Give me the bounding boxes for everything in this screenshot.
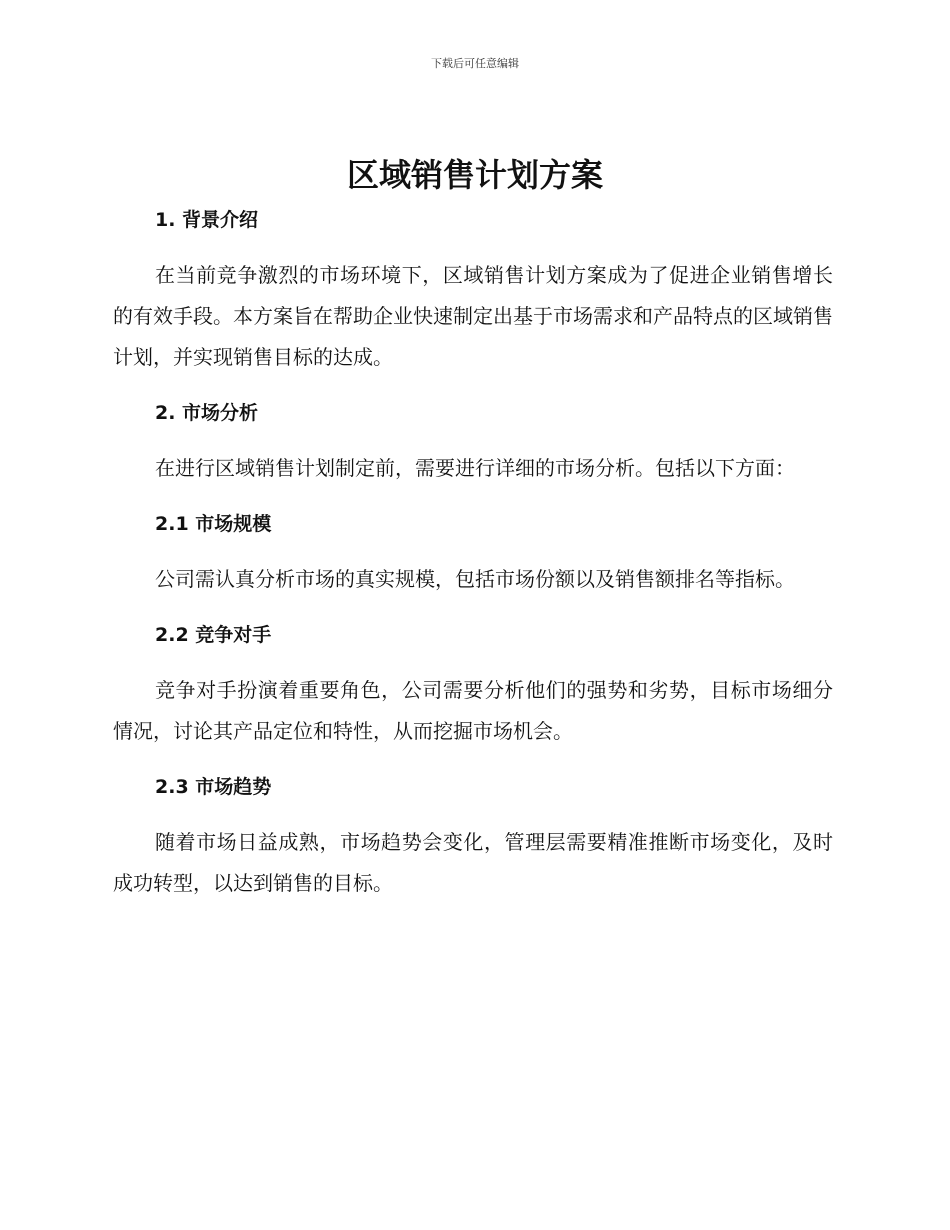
section-paragraph: 在当前竞争激烈的市场环境下，区域销售计划方案成为了促进企业销售增长的有效手段。本方案旨在帮助企业快速制定出基于市场需求和产品特点的区域销售计划，并实现销售目标的达成。 bbox=[113, 263, 833, 369]
section-paragraph: 在进行区域销售计划制定前，需要进行详细的市场分析。包括以下方面： bbox=[155, 456, 795, 480]
section-market-size bbox=[113, 507, 833, 618]
section-market-analysis bbox=[113, 396, 833, 507]
document-body bbox=[113, 203, 833, 904]
document-title: 区域销售计划方案 bbox=[346, 156, 603, 194]
section-paragraph: 公司需认真分析市场的真实规模，包括市场份额以及销售额排名等指标。 bbox=[155, 567, 795, 591]
section-paragraph: 竞争对手扮演着重要角色，公司需要分析他们的强势和劣势，目标市场细分情况，讨论其产品定位和特性，从而挖掘市场机会。 bbox=[113, 678, 833, 743]
section-heading: 2. 市场分析 bbox=[155, 402, 259, 424]
section-heading: 2.2 竞争对手 bbox=[155, 624, 272, 646]
section-market-trends bbox=[113, 770, 833, 904]
section-heading: 1. 背景介绍 bbox=[155, 209, 259, 231]
section-heading: 2.3 市场趋势 bbox=[155, 776, 272, 798]
section-background bbox=[113, 203, 833, 396]
header-note: 下载后可任意编辑 bbox=[431, 57, 519, 70]
section-paragraph: 随着市场日益成熟，市场趋势会变化，管理层需要精准推断市场变化，及时成功转型，以达到销售的目标。 bbox=[113, 830, 833, 895]
section-competitors bbox=[113, 618, 833, 770]
section-heading: 2.1 市场规模 bbox=[155, 513, 272, 535]
